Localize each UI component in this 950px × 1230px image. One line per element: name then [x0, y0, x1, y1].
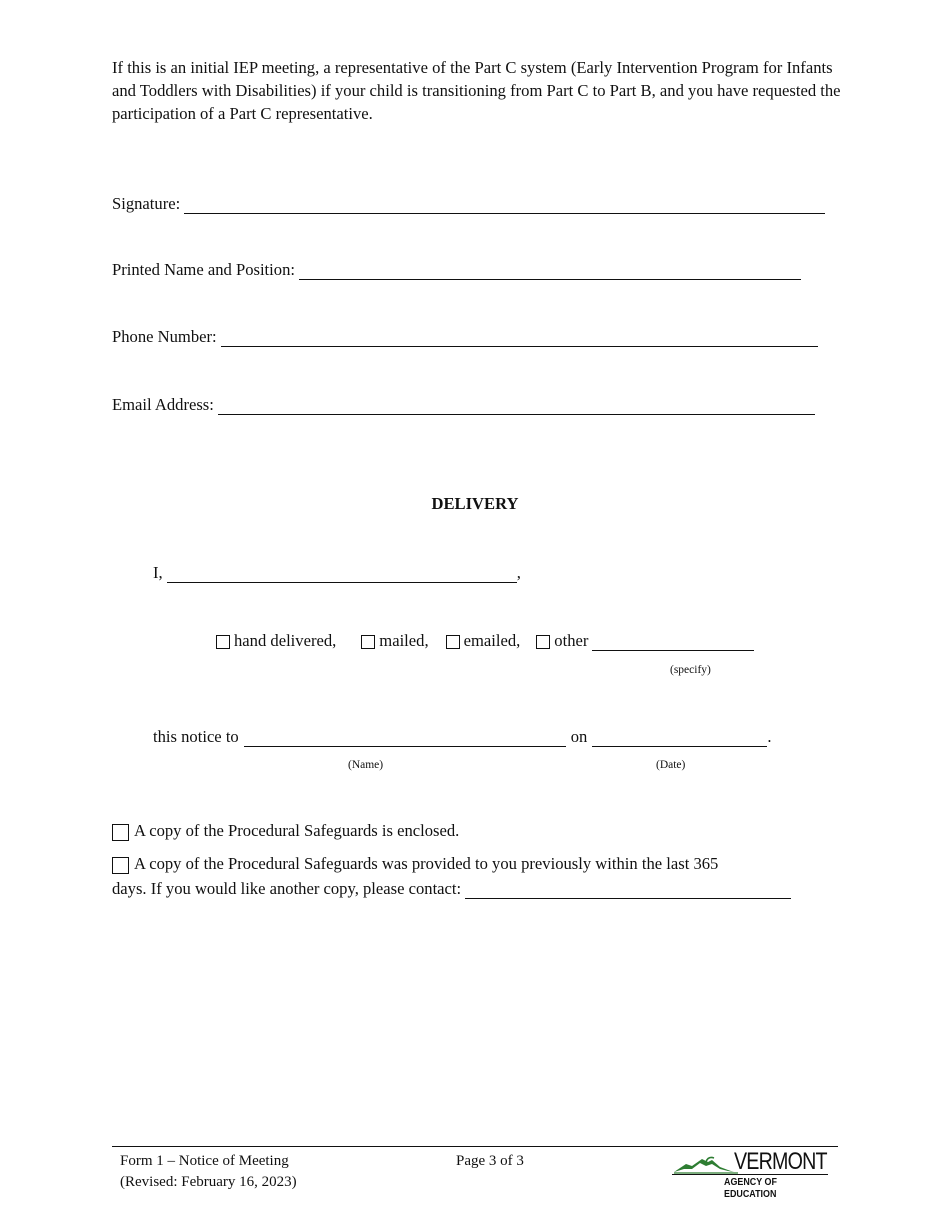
phone-label: Phone Number: — [112, 327, 217, 346]
footer-revised: (Revised: February 16, 2023) — [120, 1174, 297, 1190]
emailed-label: emailed, — [463, 631, 521, 650]
safeguards-enclosed-checkbox[interactable] — [112, 824, 129, 841]
safeguards-provided-text-2: days. If you would like another copy, please contact: — [112, 879, 462, 898]
intro-paragraph: If this is an initial IEP meeting, a representative of the Part C system (Early Intervention Program for Infants and Toddlers with Disabilities) if your child is transitioning from Part C to Part B, and you have requested the participation of a Part C representative. — [112, 58, 841, 123]
notice-row — [153, 727, 771, 747]
period: . — [767, 727, 772, 746]
mailed-label: mailed, — [379, 631, 429, 650]
printed-name-label: Printed Name and Position: — [112, 260, 295, 279]
email-row — [112, 395, 815, 415]
safeguards-provided-row — [112, 854, 718, 874]
delivery-heading: DELIVERY — [431, 494, 519, 513]
signature-field[interactable] — [184, 199, 825, 214]
other-label: other — [554, 631, 589, 650]
phone-field[interactable] — [221, 332, 818, 347]
i-label: I, — [153, 563, 163, 582]
delivery-i-row — [153, 563, 521, 583]
other-specify-field[interactable] — [592, 636, 754, 651]
hand-delivered-checkbox[interactable] — [216, 635, 230, 649]
email-field[interactable] — [218, 400, 815, 415]
phone-row — [112, 327, 818, 347]
logo-wordmark: VERMONT — [734, 1148, 827, 1175]
name-caption: (Name) — [348, 759, 384, 771]
footer-form-info — [120, 1151, 297, 1193]
safeguards-provided-checkbox[interactable] — [112, 857, 129, 874]
deliverer-name-field[interactable] — [167, 568, 517, 583]
emailed-checkbox[interactable] — [446, 635, 460, 649]
notice-label: this notice to — [153, 727, 239, 746]
logo-subtitle: AGENCY OF EDUCATION — [724, 1176, 777, 1200]
printed-name-field[interactable] — [299, 265, 801, 280]
mailed-checkbox[interactable] — [361, 635, 375, 649]
contact-field[interactable] — [465, 884, 791, 899]
footer-form-name: Form 1 – Notice of Meeting — [120, 1153, 289, 1169]
safeguards-provided-text-1: A copy of the Procedural Safeguards was provided to you previously within the last 365 — [134, 854, 719, 873]
email-label: Email Address: — [112, 395, 214, 414]
specify-caption: (specify) — [670, 664, 711, 676]
logo-underline — [672, 1174, 828, 1175]
printed-name-row — [112, 260, 801, 280]
vermont-aoe-logo — [672, 1148, 832, 1200]
footer-divider — [112, 1146, 838, 1147]
delivery-method-row — [216, 631, 754, 651]
recipient-name-field[interactable] — [244, 732, 566, 747]
hand-delivered-label: hand delivered, — [234, 631, 337, 650]
safeguards-contact-row — [112, 879, 791, 899]
other-checkbox[interactable] — [536, 635, 550, 649]
safeguards-enclosed-row — [112, 821, 459, 841]
safeguards-enclosed-text: A copy of the Procedural Safeguards is enclosed. — [134, 821, 460, 840]
delivery-date-field[interactable] — [592, 732, 767, 747]
on-label: on — [570, 727, 588, 746]
signature-label: Signature: — [112, 194, 181, 213]
footer-page-number: Page 3 of 3 — [456, 1153, 524, 1169]
signature-row — [112, 194, 825, 214]
date-caption: (Date) — [656, 759, 686, 771]
comma: , — [516, 563, 521, 582]
